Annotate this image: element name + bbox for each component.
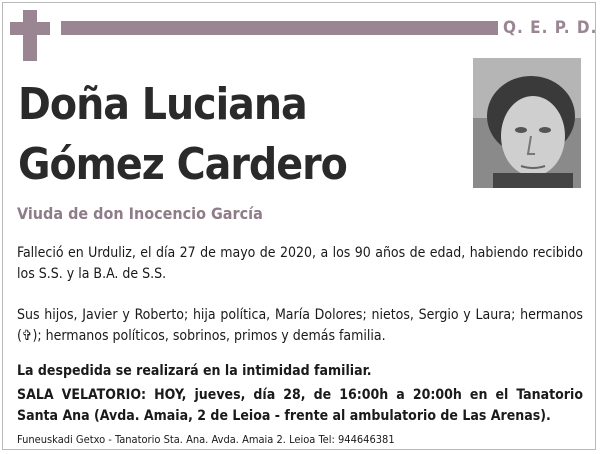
farewell-note: La despedida se realizará en la intimidad familiar. <box>17 363 372 379</box>
deceased-name-line1: Doña Luciana <box>18 79 307 130</box>
portrait-image <box>473 58 581 188</box>
cross-icon-bar <box>10 22 50 35</box>
family-list-text: Sus hijos, Javier y Roberto; hija política, María Dolores; nietos, Sergio y Laura; hermanos (✞); hermanos políticos, sobrinos, primos y demás familia. <box>17 307 583 344</box>
qepd-label: Q. E. P. D. <box>503 18 598 38</box>
portrait-photo <box>473 58 581 188</box>
death-notice-text: Falleció en Urduliz, el día 27 de mayo de 2020, a los 90 años de edad, habiendo recibido los S.S. y la B.A. de S.S. <box>17 245 583 282</box>
cross-icon <box>23 10 37 61</box>
header-rule <box>61 21 498 35</box>
wake-room-info: SALA VELATORIO: HOY, jueves, día 28, de 16:00h a 20:00h en el Tanatorio Santa Ana (Avda. Amaia, 2 de Leioa - frente al ambulatorio de Las Arenas). <box>17 387 583 424</box>
widow-subtitle: Viuda de don Inocencio García <box>17 204 263 223</box>
funeral-home-footer: Funeuskadi Getxo - Tanatorio Sta. Ana. Avda. Amaia 2. Leioa Tel: 944646381 <box>17 433 395 446</box>
deceased-name-line2: Gómez Cardero <box>18 139 347 190</box>
